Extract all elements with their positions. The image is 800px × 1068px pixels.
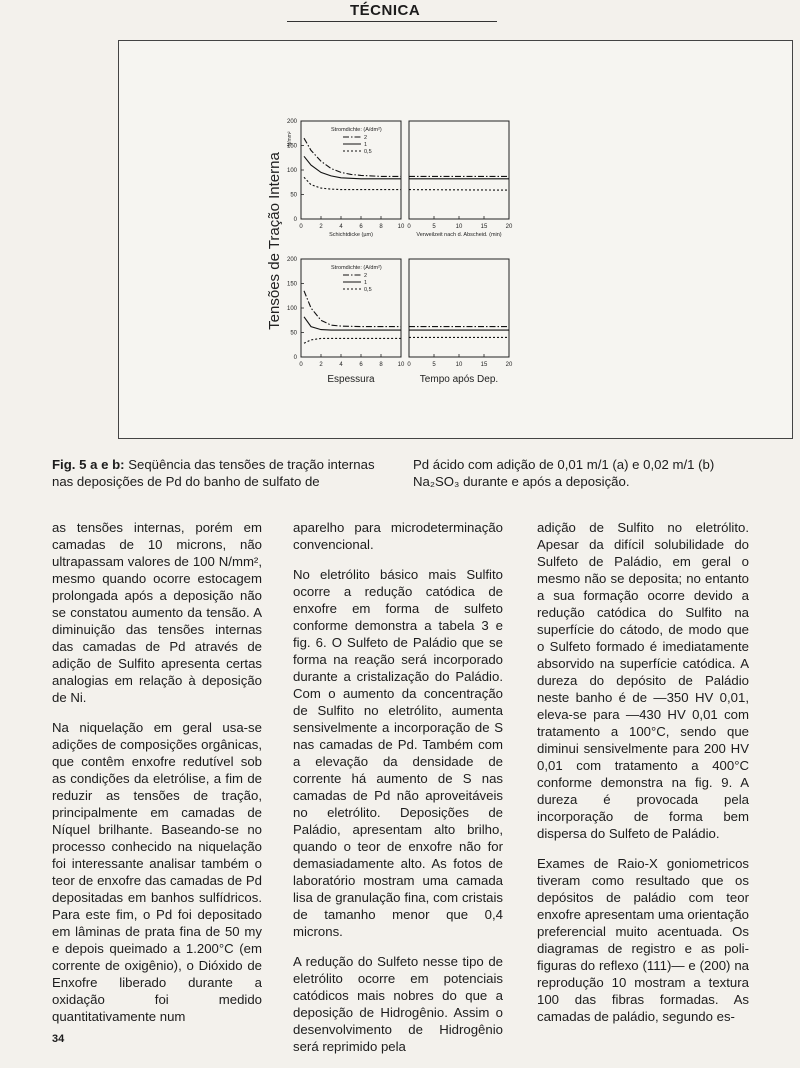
figure-caption-text-left: Seqüência das tensões de tração internas nas deposições de Pd do banho de sulfato de: [52, 457, 375, 489]
legend-label: 2: [364, 273, 368, 279]
paragraph: No eletrólito básico mais Sulfito ocorre a redução catódica de enxofre em forma de sulfeto conforme demonstra a tabela 3 e fig. 6. O Sulfeto de Paládio que se forma na reação será incorporado durante a cristalização do Paládio. Com o aumento da concentração de Sulfito no eletrólito, aumenta sensivelmente a incorporação de S nas camadas de Pd. Também com a elevação da densidade de corrente há aumento de S nas camadas de Pd não aproveitáveis no eletrólito. Deposições de Paládio, apresentam alto brilho, quando o teor de enxofre não for demasiadamente alto. As fotos de laboratório mostram uma camada lisa de granulação fina, com cristais de tamanho menor que 0,4 microns.: [293, 567, 503, 939]
x-tick-label: 2: [319, 362, 323, 368]
series-line-solid: [304, 156, 401, 179]
y-tick-label: 0: [293, 217, 297, 223]
x-tick-label: 15: [480, 224, 488, 230]
paragraph: Exames de Raio-X goniometricos tiveram como resultado que os depósitos de paládio com teor enxofre apresentam uma orientação preferencial muito acentuada. Os diagramas de registro e as poli-figuras do reflexo (111)— e (200) na reprodução 10 mostram a textura 100 das fibras formadas. As camadas de paládio, segundo es-: [537, 856, 749, 1024]
x-tick-label: 5: [432, 224, 436, 230]
x-tick-label: 8: [379, 362, 383, 368]
page-number: 34: [52, 1033, 65, 1045]
paragraph: adição de Sulfito no eletrólito. Apesar da difícil solubilidade do Sulfeto de Paládio, em geral o mesmo não se deposita; no entanto a sua formação ocorre devido a redução catódica do Sulfito na superfície do cátodo, de modo que o Sulfeto formado é imediatamente absorvido na superfície catódica. A dureza do depósito de Paládio neste banho é de —350 HV 0,01, eleva-se para —430 HV 0,01 com tratamento a 100°C, sendo que diminui sensivelmente para 200 HV 0,01 com tratamento a 400°C conforme demonstra na fig. 9. A dureza é provocada pela incorporação de forma bem dispersa do Sulfeto de Paládio.: [537, 520, 749, 841]
legend-title: Stromdichte: (A/dm²): [331, 127, 382, 133]
y-axis-label: Tensões de Tração Interna: [266, 152, 283, 330]
y-tick-label: 150: [286, 281, 297, 288]
figure-caption-label: Fig. 5 a e b:: [52, 457, 125, 472]
series-line-dotted: [304, 338, 401, 343]
paragraph: Na niquelação em geral usa-se adições de composições orgânicas, que contêm enxofre redutível sob as condições da eletrólise, a fim de reduzir as tensões de tração, principalmente em camadas de Níquel brilhante. Baseando-se no processo conhecido na niquelação foi interessante analisar também o teor de enxofre das camadas de Pd depositadas em banhos sulfídricos. Para este fim, o Pd foi depositado em lâminas de prata fina de 50 my e depois queimado a 1.200°C (em corrente de oxigênio), o Dióxido de Enxofre liberado durante a oxidação foi medido quantitativamente num: [52, 720, 262, 1024]
x-axis-label: Espessura: [327, 374, 375, 385]
y-tick-label: 200: [286, 257, 297, 263]
chart-frame: [409, 121, 509, 219]
body-column-1: [52, 519, 262, 1038]
legend-label: 0,5: [364, 287, 372, 293]
chart-frame: [409, 259, 509, 357]
legend-label: 2: [364, 135, 368, 141]
y-tick-label: 100: [286, 168, 297, 174]
x-tick-label: 0: [299, 224, 303, 230]
legend-title: Stromdichte: (A/dm²): [331, 265, 382, 271]
figure-caption-right: Pd ácido com adição de 0,01 m/1 (a) e 0,02 m/1 (b) Na₂SO₃ durante e após a deposição.: [413, 457, 715, 489]
x-tick-label: 6: [359, 362, 363, 368]
y-tick-label: 100: [286, 306, 297, 312]
y-tick-label: 0: [293, 355, 297, 361]
legend-label: 0,5: [364, 149, 372, 155]
x-tick-label: 4: [339, 224, 343, 230]
x-axis-label: Tempo após Dep.: [419, 374, 499, 385]
section-title: TÉCNICA: [350, 2, 421, 19]
body-column-3: [537, 519, 749, 1038]
paragraph: A redução do Sulfeto nesse tipo de eletrólito ocorre em potenciais catódicos mais nobres do que a deposição de Hidrogênio. Assim o desenvolvimento de Hidrogênio será reprimido pela: [293, 954, 503, 1054]
body-column-2: [293, 519, 503, 1068]
series-line-dash-dot: [304, 291, 401, 327]
chart-frame: [301, 259, 401, 357]
x-tick-label: 8: [379, 224, 383, 230]
header-rule: [287, 21, 497, 22]
x-tick-label: 6: [359, 224, 363, 230]
x-tick-label: 0: [407, 224, 411, 230]
y-tick-label: 50: [290, 192, 297, 199]
legend-label: 1: [364, 280, 368, 286]
y-tick-label: 50: [290, 330, 297, 337]
x-tick-label: 0: [407, 362, 411, 368]
paragraph: as tensões internas, porém em camadas de 10 microns, não ultrapassam valores de 100 N/mm², mesmo quando ocorre estocagem prolongada após a deposição não se constatou aumento da tensão. A diminuição das tensões internas das camadas de Pd através de adição de Sulfito apresenta certas analogias em relação à deposição de Ni.: [52, 520, 262, 705]
y-tick-label: 150: [286, 143, 297, 150]
x-tick-label: 15: [480, 362, 488, 368]
series-line-solid: [304, 317, 401, 330]
x-tick-label: 4: [339, 362, 343, 368]
x-tick-label: 10: [397, 362, 405, 368]
x-tick-label: 5: [432, 362, 436, 368]
y-axis-unit: N/mm²: [287, 131, 293, 147]
figure-5: [118, 40, 793, 439]
x-tick-label: 10: [455, 224, 463, 230]
x-tick-label: 10: [397, 224, 405, 230]
figure-5-charts: [119, 41, 792, 438]
x-tick-label: 10: [455, 362, 463, 368]
x-axis-label: Verweilzeit nach d. Abscheid. (min): [416, 232, 502, 238]
figure-caption-left: [52, 456, 392, 490]
x-tick-label: 20: [505, 362, 513, 368]
paragraph: aparelho para microdeterminação convencional.: [293, 520, 503, 552]
x-tick-label: 2: [319, 224, 323, 230]
legend-label: 1: [364, 142, 368, 148]
y-tick-label: 200: [286, 119, 297, 125]
x-axis-label: Schichtdicke (µm): [329, 232, 373, 238]
x-tick-label: 0: [299, 362, 303, 368]
chart-frame: [301, 121, 401, 219]
series-line-dotted: [409, 190, 509, 191]
x-tick-label: 20: [505, 224, 513, 230]
